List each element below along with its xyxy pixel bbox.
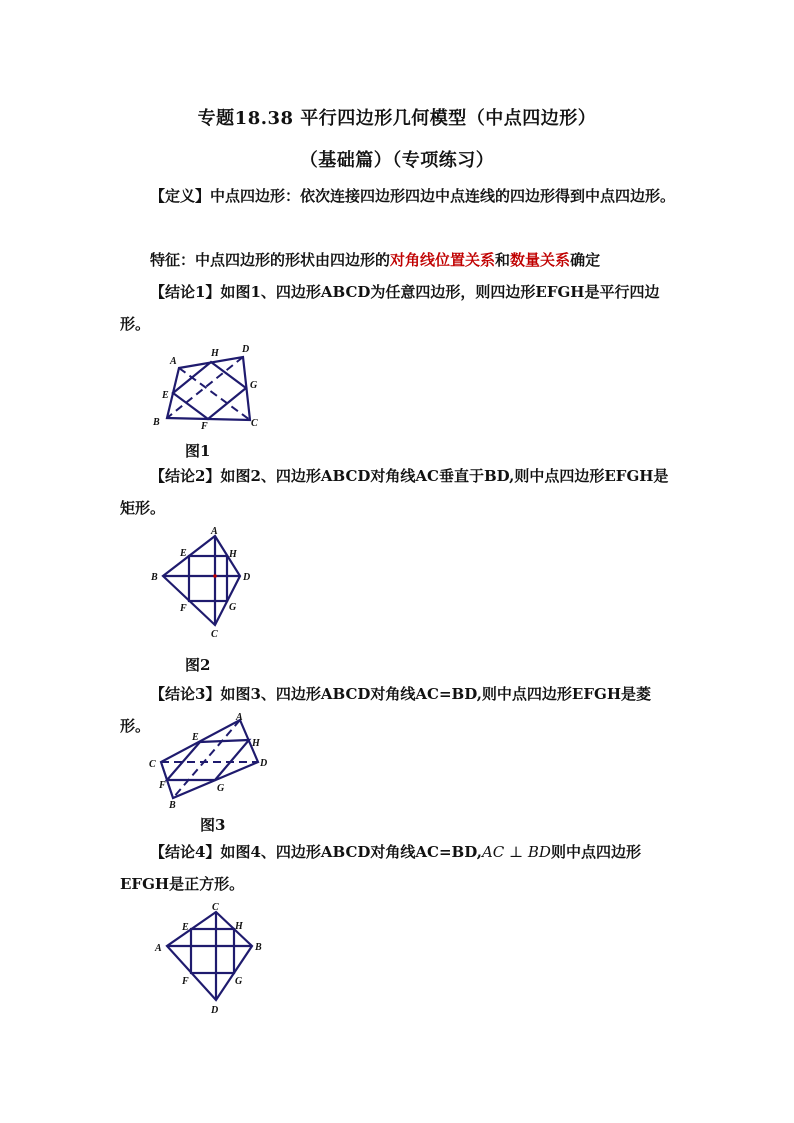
conclusion-3-text: 【结论3】如图3、四边形ABCD对角线AC=BD,则中点四边形EFGH是菱形。 <box>120 685 652 735</box>
feature-text <box>120 244 680 276</box>
fig3-label-g: G <box>217 783 225 794</box>
fig3-midpoint-rhombus-efgh <box>167 740 249 780</box>
fig3-label-b: B <box>169 800 176 811</box>
fig3-label-d: D <box>260 758 268 769</box>
fig2-label-h: H <box>229 549 237 560</box>
conclusion-4-prefix: 【结论4】如图4、四边形ABCD对角线AC=BD, <box>150 843 482 861</box>
fig4-label-g: G <box>235 976 243 987</box>
fig1-label-g: G <box>250 380 258 391</box>
fig4-midpoint-square-efgh <box>191 929 234 973</box>
fig4-label-f: F <box>182 976 189 987</box>
fig1-label-e: E <box>162 390 169 401</box>
fig3-label-h: H <box>252 738 260 749</box>
feature-prefix: 特征：中点四边形的形状由四边形的 <box>150 251 391 269</box>
conclusion-4-math: AC ⊥ BD <box>481 843 551 861</box>
fig2-midpoint-rectangle-efgh <box>189 556 227 601</box>
page-subtitle: （基础篇）（专项练习） <box>299 150 495 171</box>
fig2-label-a: A <box>211 526 218 537</box>
fig4-label-b: B <box>255 942 262 953</box>
fig3-quadrilateral-abcd <box>161 720 258 798</box>
fig2-label-g: G <box>229 602 237 613</box>
fig3-label-f: F <box>159 780 166 791</box>
figure-3 <box>145 712 275 812</box>
figure-1-caption: 图1 <box>185 442 211 460</box>
fig1-label-b: B <box>153 417 160 428</box>
fig1-label-d: D <box>242 344 250 355</box>
fig4-label-c: C <box>212 902 219 913</box>
fig4-label-e: E <box>182 922 189 933</box>
fig2-label-d: D <box>243 572 251 583</box>
fig4-label-h: H <box>235 921 243 932</box>
figure-3-caption: 图3 <box>200 816 226 834</box>
fig3-label-a: A <box>236 712 243 723</box>
conclusion-1-text: 【结论1】如图1、四边形ABCD为任意四边形，则四边形EFGH是平行四边形。 <box>120 283 660 333</box>
definition-text: 【定义】中点四边形：依次连接四边形四边中点连线的四边形得到中点四边形。 <box>150 187 676 205</box>
conclusion-4-text <box>120 836 680 900</box>
fig2-perpendicular-mark <box>213 574 217 578</box>
figure-2-caption: 图2 <box>185 656 211 674</box>
fig2-label-e: E <box>180 548 187 559</box>
fig3-label-e: E <box>192 732 199 743</box>
fig2-label-c: C <box>211 629 218 640</box>
figure-2 <box>145 526 265 642</box>
fig2-label-b: B <box>151 572 158 583</box>
fig2-label-f: F <box>180 603 187 614</box>
conclusion-4-suffix: 则中点四边形EFGH是正方形。 <box>120 843 641 893</box>
feature-quantity-relation: 数量关系 <box>510 251 571 269</box>
fig3-label-c: C <box>149 759 156 770</box>
fig1-label-c: C <box>251 418 258 429</box>
fig4-label-d: D <box>211 1005 219 1016</box>
fig1-label-h: H <box>211 348 219 359</box>
fig4-label-a: A <box>155 943 162 954</box>
fig1-label-a: A <box>170 356 177 367</box>
figure-4 <box>145 900 275 1018</box>
feature-suffix: 确定 <box>570 251 601 269</box>
feature-conjunction: 和 <box>495 251 511 269</box>
page-title: 专题18.38 平行四边形几何模型（中点四边形） <box>197 108 597 129</box>
figure-1 <box>145 340 275 432</box>
conclusion-2-text: 【结论2】如图2、四边形ABCD对角线AC垂直于BD,则中点四边形EFGH是矩形。 <box>120 467 669 517</box>
fig3-diagonal-ab <box>173 720 240 798</box>
feature-diagonal-position: 对角线位置关系 <box>390 251 496 269</box>
fig1-label-f: F <box>201 421 208 432</box>
